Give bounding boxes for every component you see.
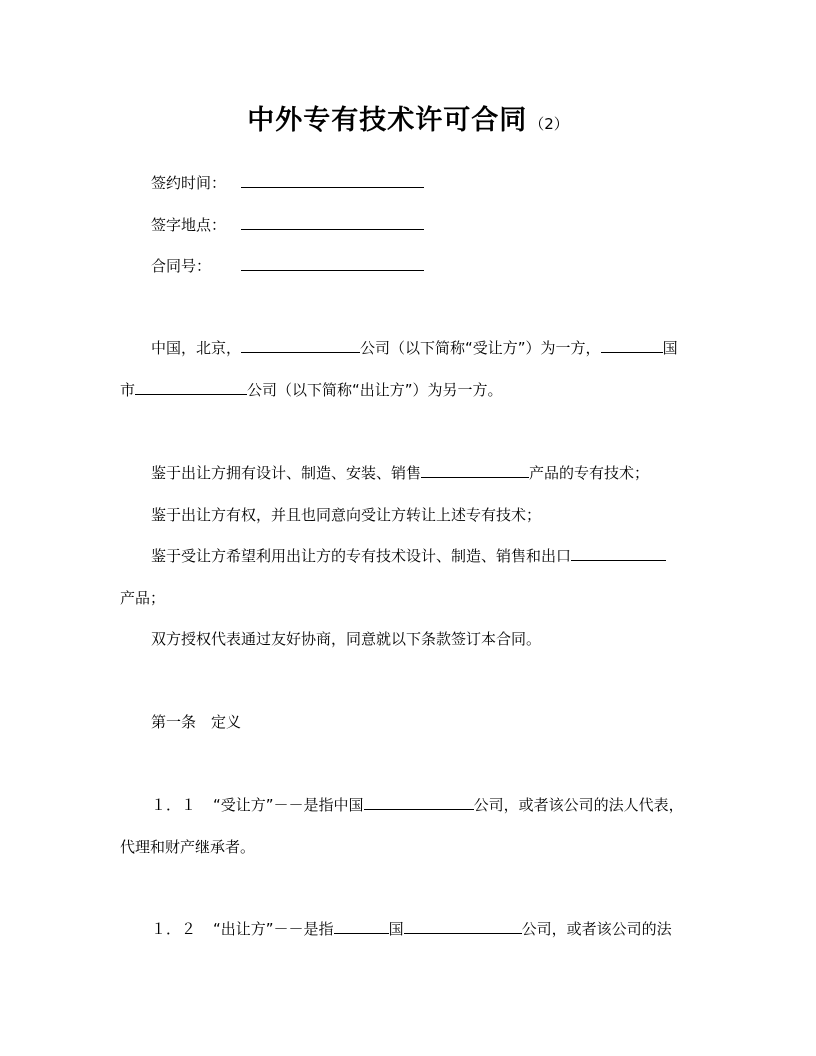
- recital-text: 鉴于出让方拥有设计、制造、安装、销售: [151, 464, 422, 482]
- licensee-name-blank[interactable]: [241, 338, 360, 353]
- clause-1-1-cont: [120, 837, 255, 857]
- contract-no-blank[interactable]: [241, 256, 424, 271]
- parties-text: 市: [120, 381, 136, 399]
- clause-text: “出让方”－－是指: [213, 920, 334, 938]
- parties-line-1: [151, 338, 678, 358]
- contract-no-label: 合同号：: [151, 257, 212, 275]
- recital-text: 产品；: [120, 589, 166, 607]
- sign-place-label: 签字地点：: [151, 216, 227, 234]
- clause-text: “受让方”－－是指中国: [213, 796, 364, 814]
- article-heading: 第一条 定义: [151, 713, 242, 731]
- sign-time-blank[interactable]: [241, 173, 424, 188]
- parties-text: 国: [662, 339, 678, 357]
- sign-time-row: [151, 173, 424, 193]
- recital-1: [151, 463, 649, 483]
- licensor-company-blank[interactable]: [404, 919, 522, 934]
- article-1-heading: [151, 712, 241, 732]
- licensor-country-blank[interactable]: [601, 338, 663, 353]
- recital-text: 产品的专有技术；: [529, 464, 650, 482]
- recital-text: 鉴于出让方有权，并且也同意向受让方转让上述专有技术；: [151, 506, 542, 524]
- clause-number: １．２: [151, 920, 197, 938]
- parties-text: 公司（以下简称“受让方”）为一方，: [360, 339, 601, 357]
- recital-2: [151, 505, 541, 525]
- licensee-company-blank[interactable]: [364, 795, 474, 810]
- title-main: 中外专有技术许可合同: [247, 105, 528, 136]
- document-title: [0, 98, 816, 137]
- sign-time-label: 签约时间：: [151, 174, 227, 192]
- recital-3: [151, 546, 666, 566]
- title-subtitle: （2）: [529, 115, 569, 133]
- clause-1-1: [151, 795, 684, 815]
- clause-text: 公司，或者该公司的法: [521, 920, 672, 938]
- clause-1-2: [151, 919, 672, 939]
- clause-text: 代理和财产继承者。: [120, 838, 256, 856]
- recital-text: 双方授权代表通过友好协商，同意就以下条款签订本合同。: [151, 630, 542, 648]
- licensor-country-blank-2[interactable]: [334, 919, 389, 934]
- recital-text: 鉴于受让方希望利用出让方的专有技术设计、制造、销售和出口: [151, 547, 572, 565]
- recital-4: [151, 629, 541, 649]
- export-product-blank[interactable]: [571, 546, 666, 561]
- recital-3-cont: [120, 588, 165, 608]
- product-blank[interactable]: [421, 463, 529, 478]
- parties-text: 公司（以下简称“出让方”）为另一方。: [247, 381, 503, 399]
- contract-no-row: [151, 256, 424, 276]
- sign-place-blank[interactable]: [241, 215, 424, 230]
- parties-line-2: [120, 380, 503, 400]
- clause-text: 国: [388, 920, 404, 938]
- parties-text: 中国，北京，: [151, 339, 242, 357]
- sign-place-row: [151, 215, 424, 235]
- clause-text: 公司，或者该公司的法人代表，: [473, 796, 684, 814]
- licensor-name-blank[interactable]: [135, 380, 247, 395]
- clause-number: １．１: [151, 796, 197, 814]
